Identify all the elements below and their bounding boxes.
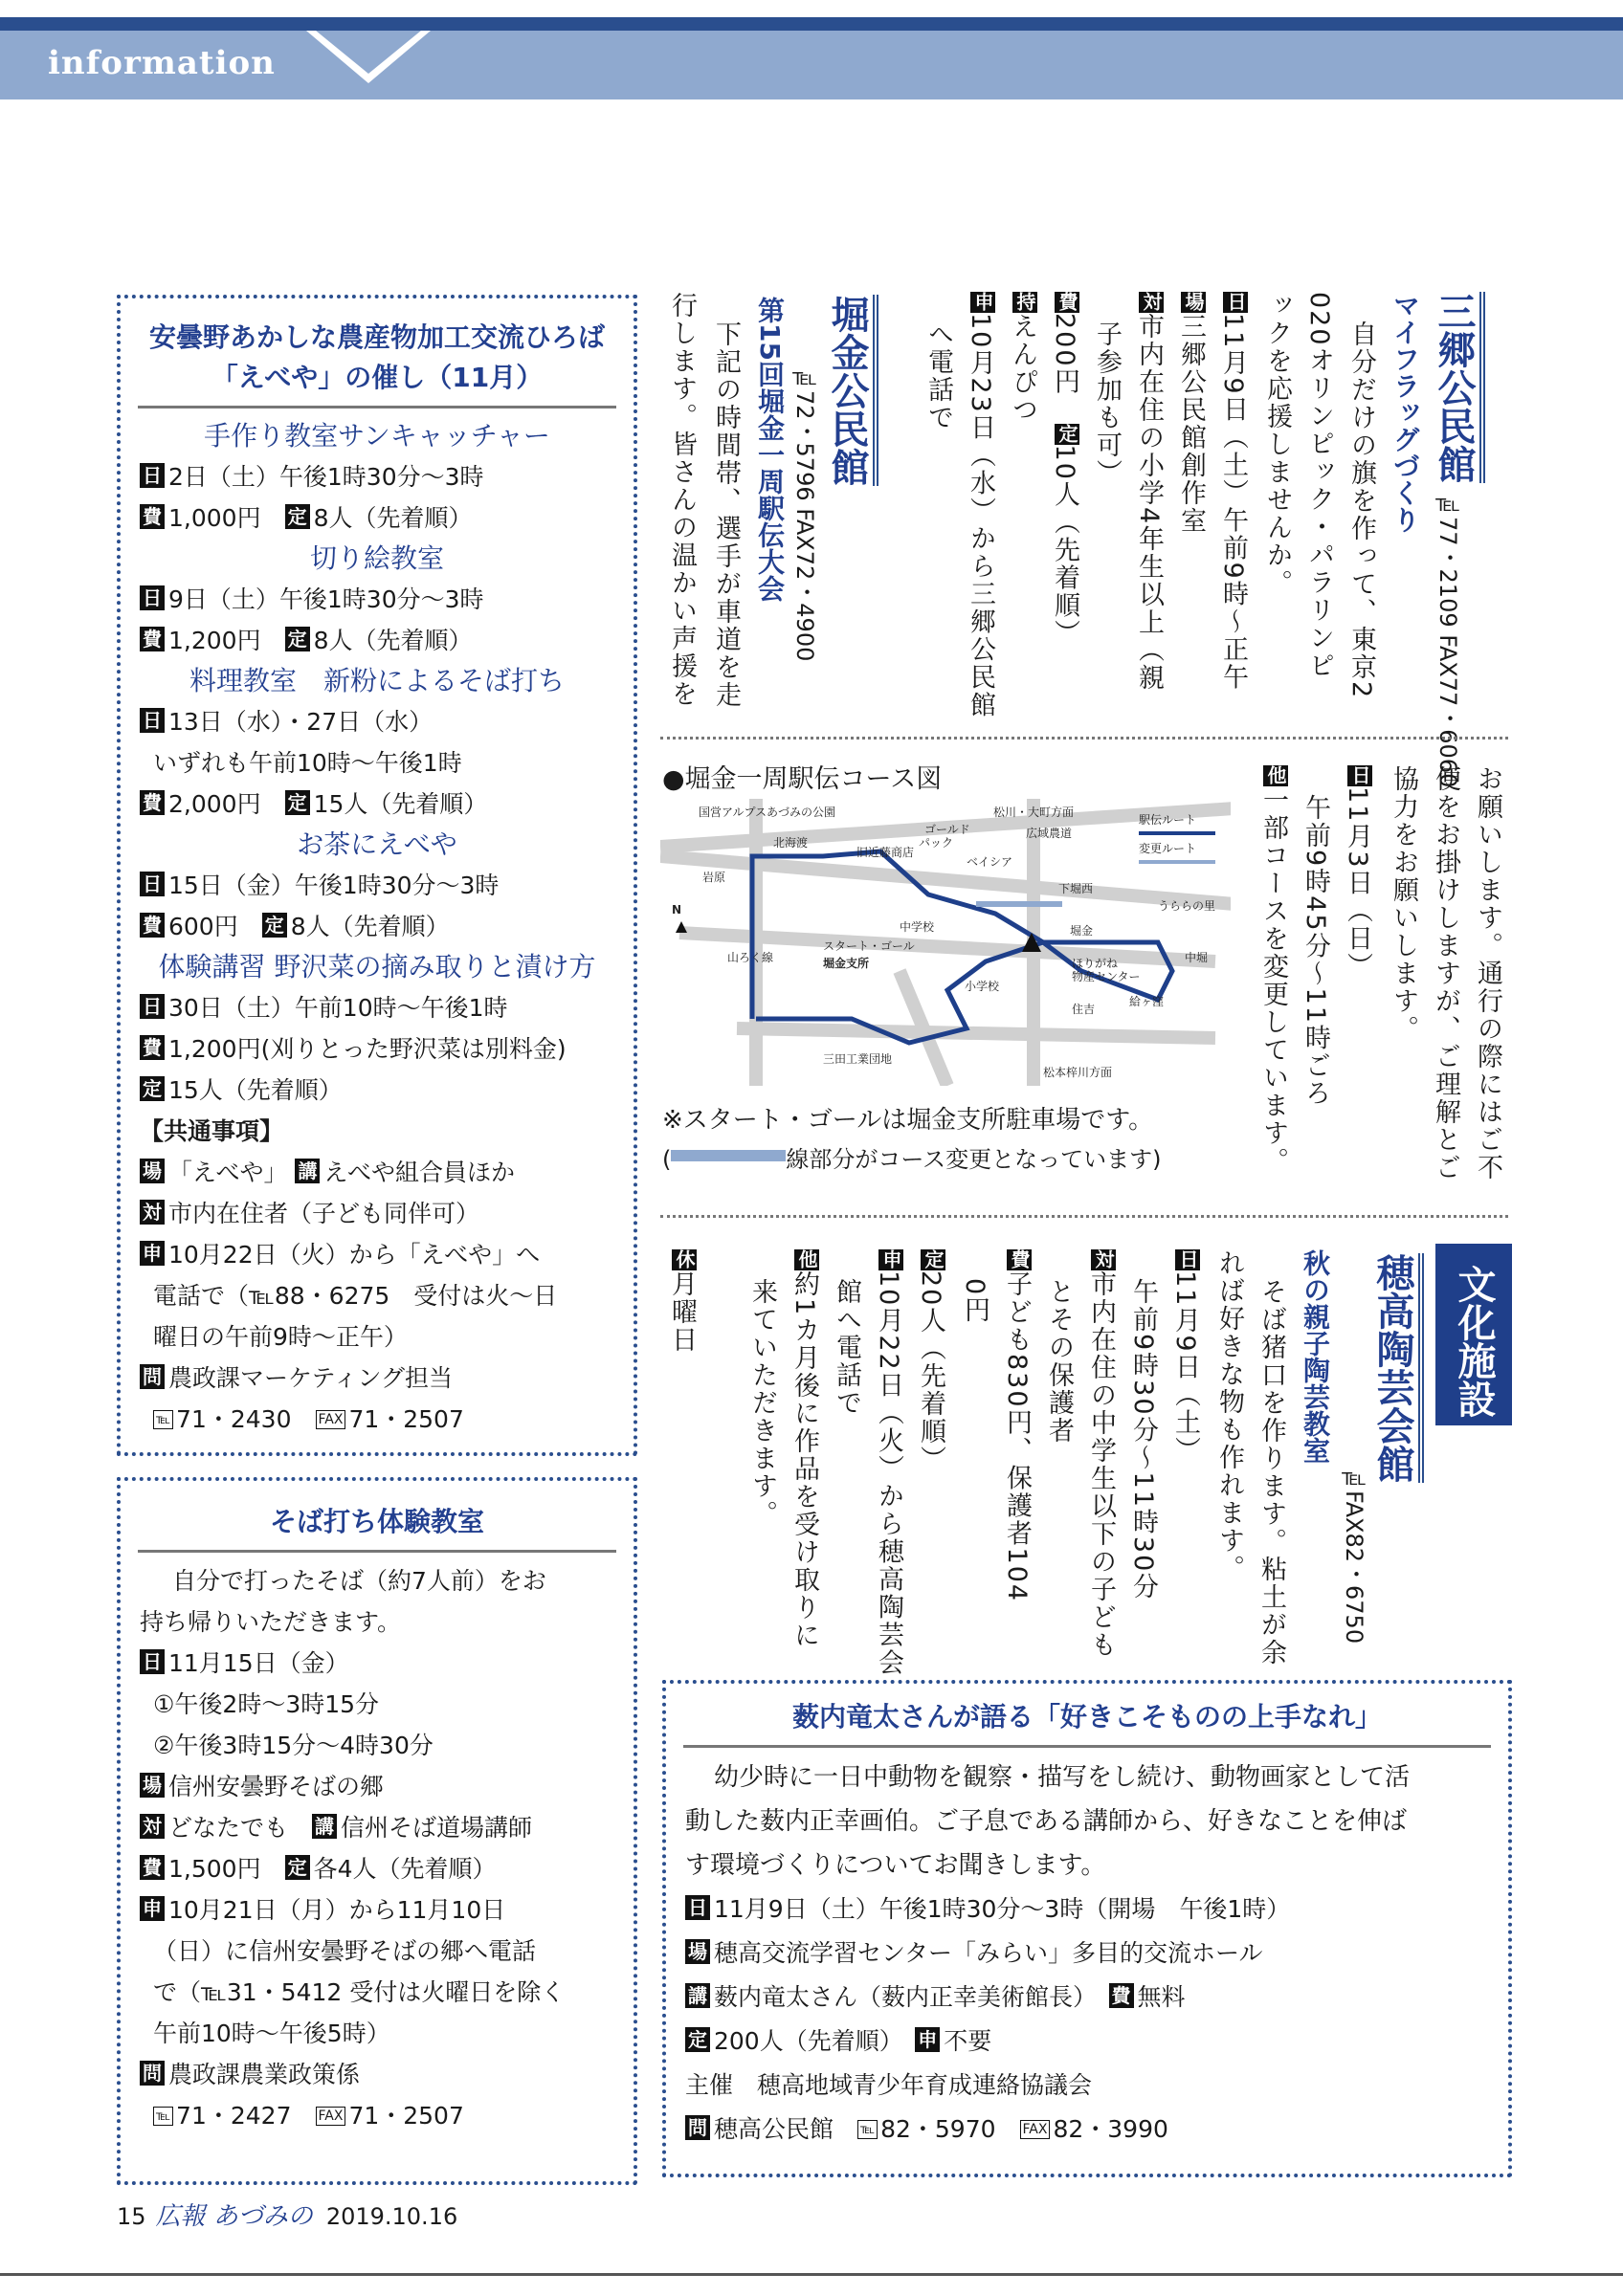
target-text: 市内在住の中学生以下の子ども bbox=[1086, 1270, 1116, 1659]
target-tag: 対 bbox=[1140, 292, 1163, 313]
ebeya-time-line: いずれも午前10時～午後1時 bbox=[153, 749, 462, 777]
phone-number: 71・2430 bbox=[176, 1405, 292, 1433]
sango-text: 自分だけの旗を作って、東京2 bbox=[1346, 320, 1376, 700]
hotaka-time: 午前9時30分～11時30分 bbox=[1128, 1278, 1158, 1601]
map-note-legend bbox=[662, 1140, 1162, 1174]
hotaka-text: そば猪口を作ります。粘土が余 bbox=[1256, 1278, 1286, 1667]
inquiry-text: 穂高公民館 bbox=[714, 2115, 834, 2143]
soba-date-line bbox=[121, 1643, 634, 1684]
fee-text: 200円 bbox=[1050, 313, 1079, 396]
soba-fee-line bbox=[121, 1848, 634, 1889]
common-heading: 【共通事項】 bbox=[140, 1117, 284, 1145]
application-detail: で（℡31・5412 受付は火曜日を除く bbox=[153, 1978, 566, 2006]
map-label: 給ヶ窪 bbox=[1129, 995, 1165, 1008]
fee-text: 1,200円(刈りとった野沢菜は別料金) bbox=[168, 1035, 567, 1063]
hotaka-closed bbox=[660, 1249, 702, 1354]
fee-tag: 費 bbox=[140, 627, 165, 651]
other-text: 一部コースを変更しています。 bbox=[1258, 786, 1288, 1175]
application-text: 10月21日（月）から11月10日 bbox=[168, 1896, 506, 1924]
inquiry-text: 農政課マーケティング担当 bbox=[168, 1364, 454, 1392]
note-text: 線部分がコース変更となっています) bbox=[786, 1146, 1162, 1173]
inquiry-numbers bbox=[121, 1399, 634, 1440]
ebeya-title-1: 安曇野あかしな農産物加工交流ひろば bbox=[148, 321, 605, 353]
capacity-text: 15人（先着順） bbox=[168, 1076, 343, 1104]
map-label: ほりがね bbox=[1072, 957, 1119, 970]
hotaka-target-cont: とその保護者 bbox=[1044, 1278, 1074, 1445]
fee-tag: 費 bbox=[140, 504, 165, 529]
yabuuchi-place-line bbox=[666, 1932, 1508, 1976]
application-detail: 午前10時～午後5時） bbox=[153, 2020, 390, 2047]
capacity-tag: 定 bbox=[285, 1855, 310, 1880]
fax-icon: FAX bbox=[316, 1410, 346, 1429]
map-label: 下堀西 bbox=[1058, 882, 1094, 895]
changed-route-swatch bbox=[671, 1150, 786, 1161]
hotaka-fee bbox=[995, 1249, 1037, 1602]
fee-text: 無料 bbox=[1137, 1983, 1186, 2011]
horigane-text: 便をお掛けしますが、ご理解とご bbox=[1431, 765, 1460, 1181]
horigane-text: 協力をお願いします。 bbox=[1389, 765, 1418, 1043]
sango-target-cont: 子参加も可） bbox=[1092, 320, 1122, 487]
ebeya-fee-line bbox=[121, 784, 634, 825]
common-inquiry-line bbox=[121, 1358, 634, 1399]
map-title: ●堀金一周駅伝コース図 bbox=[662, 764, 943, 794]
ebeya-section-name: 切り絵教室 bbox=[309, 542, 444, 574]
hotaka-event-title: 秋の親子陶芸教室 bbox=[1300, 1249, 1331, 1464]
hotaka-other bbox=[783, 1249, 825, 1649]
application-tag: 申 bbox=[915, 2027, 940, 2052]
hotaka-application-cont: 館へ電話で bbox=[832, 1278, 861, 1417]
capacity-tag: 定 bbox=[922, 1249, 945, 1270]
sango-application-cont: へ電話で bbox=[923, 320, 953, 431]
capacity-text: 20人（先着順） bbox=[916, 1270, 945, 1474]
fee-text: 1,200円 bbox=[168, 627, 261, 654]
phone-icon: ℡ bbox=[1341, 1464, 1367, 1490]
application-text: 10月22日（火）から「えべや」へ bbox=[168, 1241, 541, 1269]
soba-session: ②午後3時15分～4時30分 bbox=[153, 1732, 434, 1759]
fax-number: 82・3990 bbox=[1053, 2115, 1168, 2143]
map-label: うららの里 bbox=[1158, 899, 1216, 913]
ebeya-section-name: 手作り教室サンキャッチャー bbox=[204, 420, 550, 452]
soba-inquiry-line bbox=[121, 2054, 634, 2095]
capacity-tag: 定 bbox=[1056, 423, 1078, 445]
map-road bbox=[737, 1028, 1215, 1038]
sango-text: ックを応援しませんか。 bbox=[1262, 292, 1292, 597]
map-label: 旧近藤商店 bbox=[856, 846, 915, 859]
application-text: 不要 bbox=[944, 2027, 992, 2055]
ebeya-date-line bbox=[121, 987, 634, 1028]
place-text: 三郷公民館創作室 bbox=[1176, 313, 1206, 535]
yabuuchi-date-line bbox=[666, 1888, 1508, 1932]
map-legend: 変更ルート bbox=[1139, 842, 1197, 855]
soba-target-line bbox=[121, 1807, 634, 1848]
place-tag: 場 bbox=[140, 1773, 165, 1798]
hotaka-application bbox=[867, 1249, 909, 1677]
capacity-text: 8人（先着順） bbox=[313, 504, 473, 532]
map-label: 住吉 bbox=[1072, 1003, 1096, 1016]
target-text: 市内在住の小学4年生以上（親 bbox=[1134, 313, 1164, 693]
soba-paragraph: 自分で打ったそば（約7人前）をお bbox=[172, 1567, 546, 1595]
date-text: 11月15日（金） bbox=[168, 1649, 349, 1677]
closed-tag: 休 bbox=[673, 1249, 696, 1270]
page-number: 15 bbox=[117, 2203, 146, 2230]
map-label: 中学校 bbox=[900, 920, 935, 934]
yabuuchi-lecturer-line bbox=[666, 1976, 1508, 2020]
fax-icon: FAX bbox=[1434, 634, 1461, 677]
ebeya-section-name: 体験講習 野沢菜の摘み取りと漬け方 bbox=[158, 951, 596, 982]
phone-icon: ℡ bbox=[1434, 490, 1461, 517]
date-text: 11月3日（日） bbox=[1343, 786, 1372, 981]
hotaka-tel bbox=[1340, 1464, 1368, 1644]
yabuuchi-paragraph: 動した薮内正幸画伯。ご子息である講師から、好きなことを伸ば bbox=[685, 1807, 1408, 1836]
soba-place-line bbox=[121, 1766, 634, 1807]
target-tag: 対 bbox=[140, 1814, 165, 1839]
hotaka-target bbox=[1079, 1249, 1122, 1659]
fee-tag: 費 bbox=[1056, 292, 1078, 313]
capacity-text: 15人（先着順） bbox=[313, 790, 488, 818]
horigane-event-title: 第15回堀金一周駅伝大会 bbox=[754, 297, 786, 602]
map-label: スタート・ゴール bbox=[823, 939, 915, 953]
sango-bring bbox=[1001, 292, 1043, 424]
sango-target bbox=[1127, 292, 1169, 692]
date-text: 11月9日（土）午後1時30分～3時（開場 午後1時） bbox=[714, 1895, 1291, 1923]
map-label: 中堀 bbox=[1185, 951, 1209, 964]
ebeya-fee-line bbox=[121, 906, 634, 947]
phone-number: 77・2109 bbox=[1434, 517, 1461, 628]
yabuuchi-title: 薮内竜太さんが語る「好きこそものの上手なれ」 bbox=[791, 1701, 1382, 1733]
inquiry-text: 農政課農業政策係 bbox=[168, 2061, 361, 2088]
horigane-tel-fax bbox=[790, 364, 819, 661]
course-map bbox=[660, 799, 1231, 1086]
north-label: N bbox=[672, 903, 682, 916]
sango-event-title: マイフラッグづくり bbox=[1390, 292, 1421, 533]
soba-box bbox=[117, 1477, 637, 2185]
bottom-rule bbox=[0, 2273, 1623, 2276]
category-badge: 文化施設 bbox=[1435, 1244, 1512, 1425]
horigane-text: 下記の時間帯、選手が車道を走 bbox=[711, 320, 741, 709]
capacity-tag: 定 bbox=[285, 790, 310, 815]
fax-number: 72・4900 bbox=[791, 550, 818, 662]
other-text: 約1カ月後に作品を受け取りに bbox=[789, 1270, 819, 1650]
map-label: 山ろく線 bbox=[727, 951, 774, 964]
soba-session: ①午後2時～3時15分 bbox=[153, 1690, 380, 1718]
lecturer-tag: 講 bbox=[312, 1814, 337, 1839]
phone-icon: ℡ bbox=[791, 364, 818, 390]
target-tag: 対 bbox=[1092, 1249, 1115, 1270]
lecturer-text: 信州そば道場講師 bbox=[341, 1814, 533, 1842]
inquiry-tag: 問 bbox=[685, 2115, 710, 2140]
horigane-text: 行します。皆さんの温かい声援を bbox=[667, 292, 697, 708]
sango-tel-fax bbox=[1434, 490, 1462, 787]
target-text: どなたでも bbox=[168, 1814, 289, 1842]
capacity-tag: 定 bbox=[285, 627, 310, 651]
hotaka-other-cont: 来ていただきます。 bbox=[747, 1278, 777, 1528]
closed-text: 月曜日 bbox=[667, 1270, 697, 1354]
date-text: 11月9日（土） bbox=[1170, 1270, 1200, 1465]
map-label: ゴールド bbox=[924, 823, 970, 836]
application-detail: 曜日の午前9時～正午） bbox=[153, 1323, 408, 1351]
lecturer-text: えべや組合員ほか bbox=[323, 1159, 515, 1186]
phone-icon: ℡ bbox=[153, 2107, 173, 2126]
ebeya-fee-line bbox=[121, 620, 634, 661]
map-label: 三田工業団地 bbox=[823, 1052, 893, 1066]
map-legend: 駅伝ルート bbox=[1139, 813, 1197, 827]
ebeya-fee-line bbox=[121, 1028, 634, 1070]
place-tag: 場 bbox=[140, 1159, 165, 1183]
fee-tag: 費 bbox=[140, 1035, 165, 1060]
fax-number: 77・6060 bbox=[1434, 676, 1461, 788]
fee-text: 1,500円 bbox=[168, 1855, 261, 1883]
day-tag: 日 bbox=[1348, 765, 1371, 786]
sango-text: 020オリンピック・パラリンピ bbox=[1304, 292, 1334, 680]
ebeya-fee-line bbox=[121, 497, 634, 539]
day-tag: 日 bbox=[140, 994, 165, 1019]
capacity-text: 8人（先着順） bbox=[290, 913, 450, 940]
fee-tag: 費 bbox=[1109, 1983, 1134, 2008]
capacity-text: 200人（先着順） bbox=[714, 2027, 892, 2055]
day-tag: 日 bbox=[140, 708, 165, 733]
date-text: 15日（金）午後1時30分～3時 bbox=[168, 872, 500, 899]
fax-icon: FAX bbox=[316, 2107, 346, 2126]
dotted-divider bbox=[660, 1215, 1508, 1218]
fax-icon: FAX bbox=[1341, 1490, 1367, 1534]
sango-heading: 三郷公民館 bbox=[1432, 292, 1485, 483]
map-label: 北海渡 bbox=[773, 836, 809, 850]
day-tag: 日 bbox=[140, 585, 165, 610]
common-application-line bbox=[121, 1234, 634, 1275]
day-tag: 日 bbox=[1176, 1249, 1199, 1270]
yabuuchi-paragraph: す環境づくりについてお聞きします。 bbox=[685, 1851, 1106, 1880]
fee-text: 子ども830円、保護者104 bbox=[1002, 1270, 1032, 1603]
fax-icon: FAX bbox=[1020, 2120, 1051, 2139]
ebeya-capacity-line bbox=[121, 1070, 634, 1111]
ebeya-section-name: 料理教室 新粉によるそば打ち bbox=[189, 665, 565, 696]
hotaka-text: れば好きな物も作れます。 bbox=[1214, 1249, 1244, 1582]
place-tag: 場 bbox=[685, 1939, 710, 1964]
yabuuchi-inquiry-line bbox=[666, 2108, 1508, 2152]
day-tag: 日 bbox=[140, 872, 165, 896]
phone-number: 82・6750 bbox=[1341, 1533, 1367, 1645]
map-label: 堀金支所 bbox=[823, 957, 870, 970]
inquiry-tag: 問 bbox=[140, 2061, 165, 2086]
paren: ( bbox=[662, 1146, 672, 1173]
fee-text: 600円 bbox=[168, 913, 238, 940]
place-text: 穂高交流学習センター「みらい」多目的交流ホール bbox=[714, 1939, 1263, 1967]
header-top-line bbox=[0, 17, 1623, 31]
map-label: パック bbox=[919, 836, 954, 850]
ebeya-date-line bbox=[121, 456, 634, 497]
horigane-text: お願いします。通行の際にはご不 bbox=[1473, 765, 1502, 1181]
horigane-heading: 堀金公民館 bbox=[825, 295, 878, 486]
horigane-time: 午前9時45分～11時ごろ bbox=[1301, 794, 1330, 1108]
day-tag: 日 bbox=[140, 463, 165, 488]
map-label: ベイシア bbox=[967, 855, 1013, 869]
place-text: 「えべや」 bbox=[168, 1159, 288, 1186]
target-text: 市内在住者（子ども同伴可） bbox=[168, 1200, 480, 1227]
horigane-date bbox=[1336, 765, 1378, 981]
date-text: 9日（土）午後1時30分～3時 bbox=[168, 585, 484, 613]
soba-application-line bbox=[121, 1889, 634, 1931]
map-note: ※スタート・ゴールは堀金支所駐車場です。 bbox=[662, 1106, 1154, 1135]
yabuuchi-host: 主催 穂高地域青少年育成連絡協議会 bbox=[685, 2071, 1093, 2099]
ebeya-section-name: お茶にえべや bbox=[297, 828, 457, 860]
day-tag: 日 bbox=[685, 1895, 710, 1920]
dotted-divider bbox=[660, 737, 1508, 740]
common-target-line bbox=[121, 1193, 634, 1234]
ebeya-date-line bbox=[121, 701, 634, 742]
application-tag: 申 bbox=[140, 1241, 165, 1266]
fee-tag: 費 bbox=[140, 913, 165, 938]
page-footer bbox=[117, 2197, 457, 2232]
sango-application bbox=[959, 292, 1001, 719]
application-tag: 申 bbox=[140, 1896, 165, 1921]
bring-tag: 持 bbox=[1013, 292, 1036, 313]
application-tag: 申 bbox=[971, 292, 994, 313]
sango-place bbox=[1169, 292, 1212, 535]
ebeya-date-line bbox=[121, 579, 634, 620]
phone-number: 82・5970 bbox=[880, 2115, 996, 2143]
hotaka-capacity bbox=[909, 1249, 951, 1473]
soba-paragraph: 持ち帰りいただきます。 bbox=[140, 1608, 402, 1636]
date-text: 30日（土）午前10時～午後1時 bbox=[168, 994, 508, 1022]
hotaka-heading: 穂高陶芸会館 bbox=[1370, 1253, 1424, 1483]
map-label: 広域農道 bbox=[1026, 827, 1073, 840]
capacity-tag: 定 bbox=[262, 913, 287, 938]
place-tag: 場 bbox=[1182, 292, 1205, 313]
map-label: 国営アルプスあづみの公園 bbox=[699, 806, 836, 819]
map-label: 松本梓川方面 bbox=[1043, 1066, 1113, 1079]
divider bbox=[138, 406, 616, 408]
capacity-text: 10人（先着順） bbox=[1050, 444, 1079, 648]
target-tag: 対 bbox=[140, 1200, 165, 1225]
lecturer-tag: 講 bbox=[295, 1159, 320, 1183]
phone-number: 72・5796 bbox=[791, 390, 818, 501]
magazine-name: 広報 あづみの bbox=[155, 2202, 313, 2231]
ebeya-box bbox=[117, 295, 637, 1456]
bring-text: えんぴつ bbox=[1008, 313, 1037, 424]
header-notch-shape bbox=[306, 31, 431, 88]
date-text: 11月9日（土）午前9時～正午 bbox=[1218, 313, 1248, 692]
other-tag: 他 bbox=[795, 1249, 818, 1270]
map-label: 岩原 bbox=[702, 871, 726, 884]
fee-text: 1,000円 bbox=[168, 504, 261, 532]
fax-icon: FAX bbox=[791, 508, 818, 551]
common-place-line bbox=[121, 1152, 634, 1193]
fax-number: 71・2507 bbox=[348, 1405, 464, 1433]
ebeya-title-2: 「えべや」の催し（11月） bbox=[211, 362, 544, 393]
application-text: 10月23日（水）から三郷公民館 bbox=[966, 313, 995, 719]
map-label: 堀金 bbox=[1070, 924, 1094, 938]
date-text: 13日（水）・27日（水） bbox=[168, 708, 434, 736]
fee-text: 2,000円 bbox=[168, 790, 261, 818]
place-text: 信州安曇野そばの郷 bbox=[168, 1773, 385, 1800]
application-tag: 申 bbox=[879, 1249, 902, 1270]
capacity-text: 8人（先着順） bbox=[313, 627, 473, 654]
ebeya-date-line bbox=[121, 865, 634, 906]
yabuuchi-capacity-line bbox=[666, 2020, 1508, 2064]
divider bbox=[138, 1550, 616, 1553]
date-text: 2日（土）午後1時30分～3時 bbox=[168, 463, 484, 491]
capacity-tag: 定 bbox=[685, 2027, 710, 2052]
yabuuchi-paragraph: 幼少時に一日中動物を観察・描写をし続け、動物画家として活 bbox=[714, 1763, 1410, 1792]
horigane-other bbox=[1252, 765, 1294, 1175]
fax-number: 71・2507 bbox=[348, 2102, 464, 2130]
capacity-text: 各4人（先着順） bbox=[313, 1855, 497, 1883]
map-label: 物産センター bbox=[1072, 970, 1141, 983]
phone-icon: ℡ bbox=[153, 1410, 173, 1429]
map-label: 小学校 bbox=[965, 980, 1000, 993]
yabuuchi-box bbox=[662, 1680, 1512, 2177]
sango-fee bbox=[1043, 292, 1085, 648]
fee-tag: 費 bbox=[140, 1855, 165, 1880]
capacity-tag: 定 bbox=[140, 1076, 165, 1101]
capacity-tag: 定 bbox=[285, 504, 310, 529]
inquiry-tag: 問 bbox=[140, 1364, 165, 1389]
phone-icon: ℡ bbox=[857, 2120, 878, 2139]
hotaka-date bbox=[1164, 1249, 1206, 1465]
application-detail: （日）に信州安曇野そばの郷へ電話 bbox=[153, 1937, 537, 1965]
day-tag: 日 bbox=[140, 1649, 165, 1674]
fee-tag: 費 bbox=[140, 790, 165, 815]
header-label: information bbox=[48, 44, 276, 82]
soba-title: そば打ち体験教室 bbox=[269, 1506, 484, 1537]
sango-date bbox=[1212, 292, 1254, 692]
hotaka-fee-cont: 0円 bbox=[960, 1278, 989, 1325]
application-text: 10月22日（火）から穂高陶芸会 bbox=[874, 1270, 903, 1677]
application-detail: 電話で（℡88・6275 受付は火～日 bbox=[153, 1282, 558, 1310]
map-label: 松川・大町方面 bbox=[993, 806, 1075, 819]
issue-date: 2019.10.16 bbox=[325, 2203, 458, 2230]
phone-number: 71・2427 bbox=[176, 2102, 292, 2130]
lecturer-tag: 講 bbox=[685, 1983, 710, 2008]
fee-tag: 費 bbox=[1008, 1249, 1031, 1270]
day-tag: 日 bbox=[1224, 292, 1247, 313]
divider bbox=[683, 1745, 1491, 1748]
lecturer-text: 薮内竜太さん（薮内正幸美術館長） bbox=[714, 1983, 1085, 2011]
other-tag: 他 bbox=[1264, 765, 1287, 786]
inquiry-numbers bbox=[121, 2095, 634, 2136]
